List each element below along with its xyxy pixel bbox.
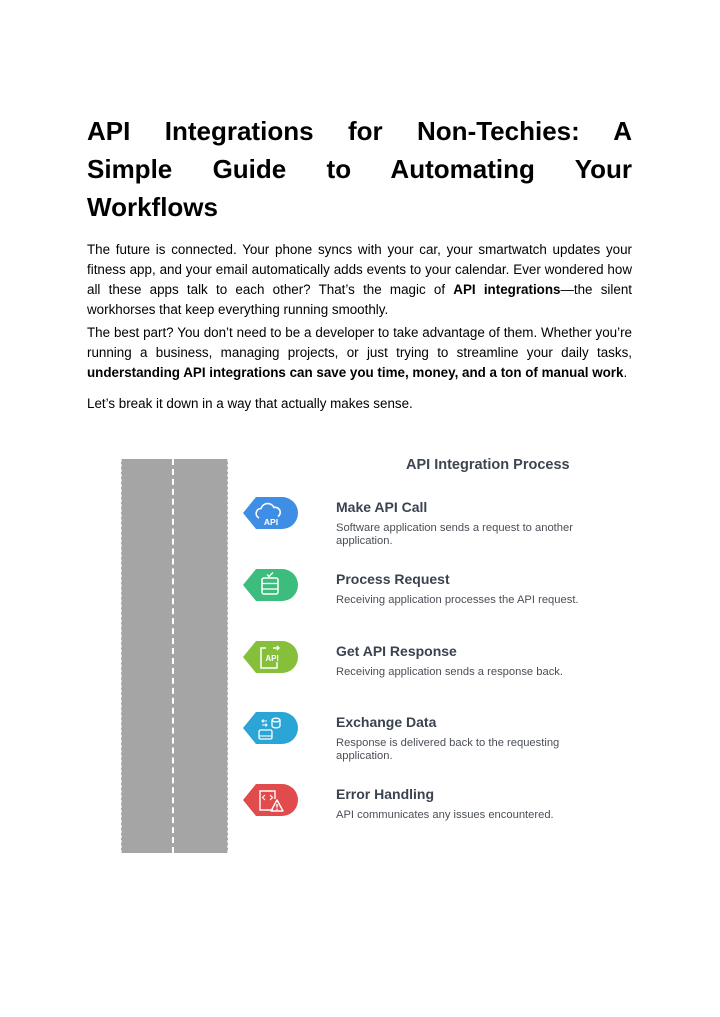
step-description: Receiving application sends a response back. [336,666,563,678]
step-title: Error Handling [336,786,435,802]
lead-in-paragraph: Let’s break it down in a way that actually makes sense. [87,396,413,411]
api-process-infographic [118,455,608,855]
step-description: Response is delivered back to the requesting application. [336,737,560,762]
p2-bold: understanding API integrations can save you time, money, and a ton of manual work [87,365,624,380]
infographic-title: API Integration Process [406,457,570,473]
article-title [87,112,632,226]
step-make-api-call [240,493,610,553]
step-get-api-response [240,637,610,697]
road-graphic [121,459,228,853]
code-warning-icon [242,783,298,817]
step-description: API communicates any issues encountered. [336,809,554,821]
step-title: Make API Call [336,499,428,515]
api-response-icon [242,640,298,674]
p1-text-a: The future is connected. Your phone syncs with your car, your smartwatch updates your fitness app, and your email automatically adds events to your calendar. Ever wondered how all these apps talk to each other? That’s the magic of [87,242,632,297]
benefit-paragraph [87,323,632,383]
step-title: Get API Response [336,643,457,659]
p1-bold: API integrations [453,282,561,297]
intro-paragraph [87,240,632,320]
data-exchange-icon [242,711,298,745]
step-process-request [240,565,610,625]
step-error-handling [240,780,610,840]
title-line-1: API Integrations for Non-Techies: A [87,116,632,146]
step-title: Exchange Data [336,714,437,730]
step-exchange-data [240,708,610,768]
step-title: Process Request [336,571,450,587]
cloud-api-icon [242,496,298,530]
server-check-icon [242,568,298,602]
svg-text:API: API [265,654,279,663]
title-line-2: Simple Guide to Automating Your [87,154,632,184]
step-description: Receiving application processes the API request. [336,594,579,606]
title-line-3: Workflows [87,192,218,222]
p1-text-b: —the silent workhorses that keep everything running smoothly. [87,282,632,317]
step-description: Software application sends a request to another application. [336,522,573,547]
svg-text:API: API [263,517,279,527]
p2-text-a: The best part? You don’t need to be a developer to take advantage of them. Whether you’re running a business, managing projects, or just trying to streamline your daily tasks, [87,325,632,360]
p2-text-b: . [623,365,628,380]
